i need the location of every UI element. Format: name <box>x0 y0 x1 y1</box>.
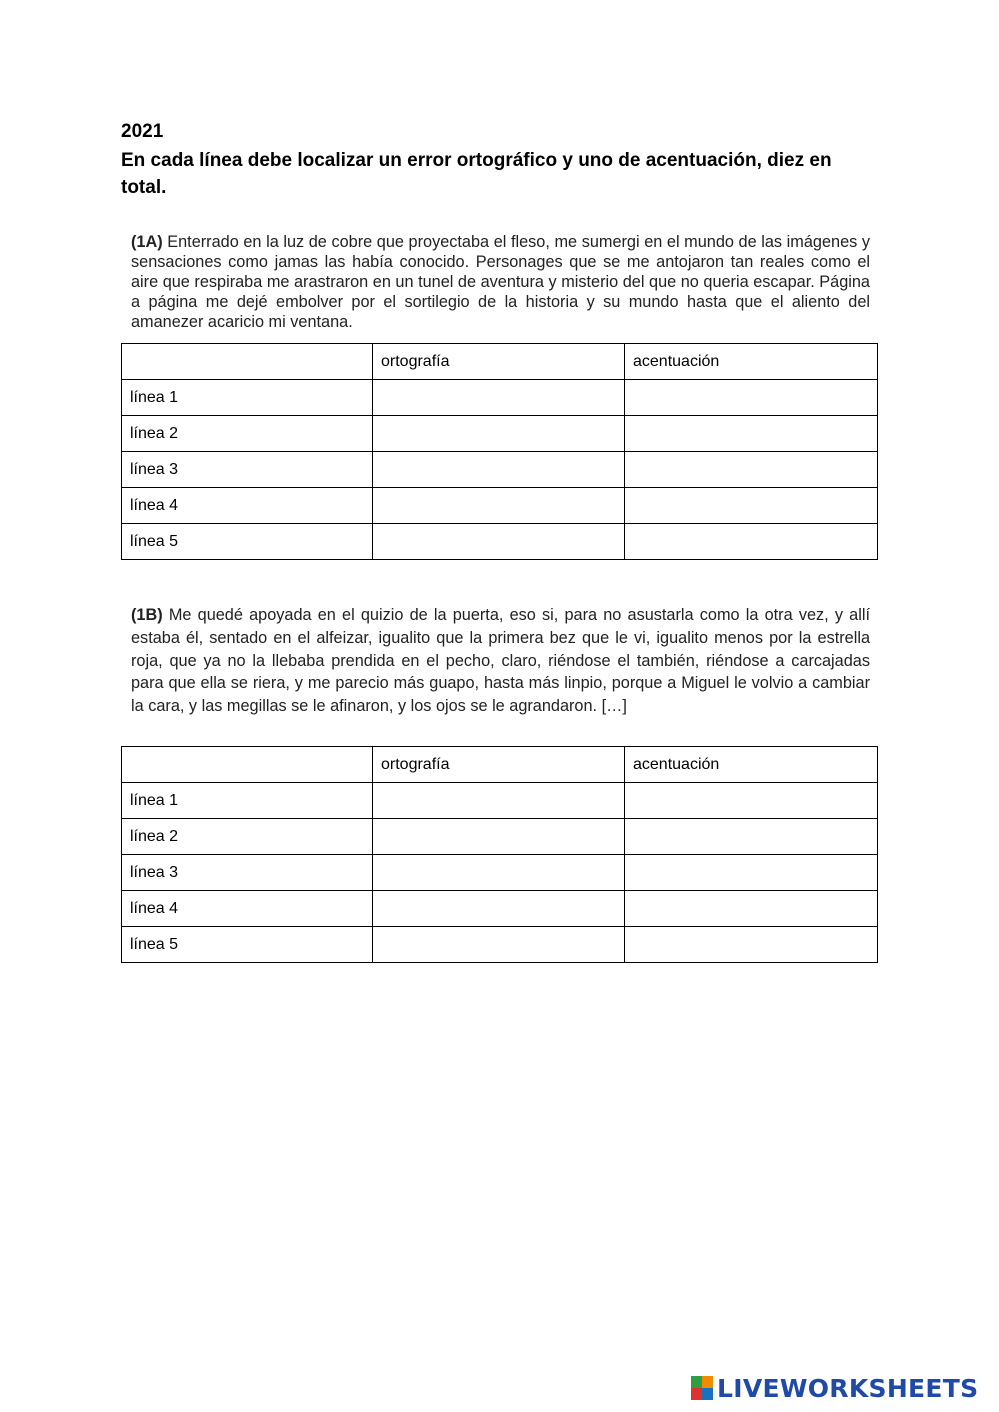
table-row <box>122 416 878 452</box>
passage-1b <box>131 604 870 718</box>
passage-1a-text: Enterrado en la luz de cobre que proyectaba el fleso, me sumergi en el mundo de las imágenes y sensaciones como jamas las había conocido. Personages que se me antojaron tan reales como el aire que respiraba me arastraron en un tunel de aventura y misterio del que no queria escapar. Página a página me dejé embolver por el sortilegio de la historia y su mundo hasta que el aliento del amanezer acaricio mi ventana. <box>131 233 871 331</box>
table-header-row <box>122 344 878 380</box>
acentuacion-answer-cell[interactable] <box>625 416 878 452</box>
row-label: línea 5 <box>122 927 373 963</box>
acentuacion-answer-cell[interactable] <box>625 488 878 524</box>
ortografia-answer-cell[interactable] <box>373 380 625 416</box>
table-row <box>122 524 878 560</box>
row-label: línea 1 <box>122 380 373 416</box>
ortografia-answer-cell[interactable] <box>373 524 625 560</box>
acentuacion-answer-cell[interactable] <box>625 783 878 819</box>
table-row <box>122 927 878 963</box>
header-cell-empty <box>122 344 373 380</box>
table-row <box>122 855 878 891</box>
ortografia-answer-cell[interactable] <box>373 819 625 855</box>
table-row <box>122 891 878 927</box>
row-label: línea 1 <box>122 783 373 819</box>
instructions-heading: En cada línea debe localizar un error ortográfico y uno de acentuación, diez en total. <box>121 150 832 198</box>
acentuacion-answer-cell[interactable] <box>625 927 878 963</box>
table-row <box>122 819 878 855</box>
ortografia-answer-cell[interactable] <box>373 452 625 488</box>
row-label: línea 2 <box>122 819 373 855</box>
ortografia-answer-cell[interactable] <box>373 488 625 524</box>
acentuacion-answer-cell[interactable] <box>625 855 878 891</box>
table-row <box>122 380 878 416</box>
table-row <box>122 783 878 819</box>
row-label: línea 2 <box>122 416 373 452</box>
header-cell-ortografia: ortografía <box>373 344 625 380</box>
table-header-row <box>122 747 878 783</box>
row-label: línea 5 <box>122 524 373 560</box>
row-label: línea 3 <box>122 855 373 891</box>
table-row <box>122 488 878 524</box>
ortografia-answer-cell[interactable] <box>373 783 625 819</box>
passage-1a <box>131 232 870 332</box>
liveworksheets-logo-text: LIVEWORKSHEETS <box>717 1373 979 1403</box>
acentuacion-answer-cell[interactable] <box>625 380 878 416</box>
row-label: línea 4 <box>122 488 373 524</box>
passage-1a-tag: (1A) <box>131 233 163 251</box>
passage-1b-tag: (1B) <box>131 606 163 624</box>
ortografia-answer-cell[interactable] <box>373 891 625 927</box>
ortografia-answer-cell[interactable] <box>373 855 625 891</box>
ortografia-answer-cell[interactable] <box>373 927 625 963</box>
year-heading: 2021 <box>121 121 164 142</box>
row-label: línea 4 <box>122 891 373 927</box>
liveworksheets-logo <box>691 1374 978 1402</box>
answer-table-1b <box>121 746 878 963</box>
acentuacion-answer-cell[interactable] <box>625 819 878 855</box>
passage-1b-text: Me quedé apoyada en el quizio de la puerta, eso si, para no asustarla como la otra vez, y allí estaba él, sentado en el alfeizar, igualito que la primera bez que le vi, igualito menos por la estrella roja, que ya no la llebaba prendida en el pecho, claro, riéndose el también, riéndose a carcajadas para que ella se riera, y me parecio más guapo, hasta más linpio, porque a Miguel le volvio a cambiar la cara, y las megillas se le afinaron, y los ojos se le agrandaron. […] <box>131 606 870 716</box>
header-cell-empty <box>122 747 373 783</box>
row-label: línea 3 <box>122 452 373 488</box>
header-cell-ortografia: ortografía <box>373 747 625 783</box>
ortografia-answer-cell[interactable] <box>373 416 625 452</box>
acentuacion-answer-cell[interactable] <box>625 452 878 488</box>
header-cell-acentuacion: acentuación <box>625 344 878 380</box>
header-cell-acentuacion: acentuación <box>625 747 878 783</box>
table-row <box>122 452 878 488</box>
liveworksheets-logo-icon <box>691 1376 713 1400</box>
acentuacion-answer-cell[interactable] <box>625 891 878 927</box>
acentuacion-answer-cell[interactable] <box>625 524 878 560</box>
answer-table-1a <box>121 343 878 560</box>
